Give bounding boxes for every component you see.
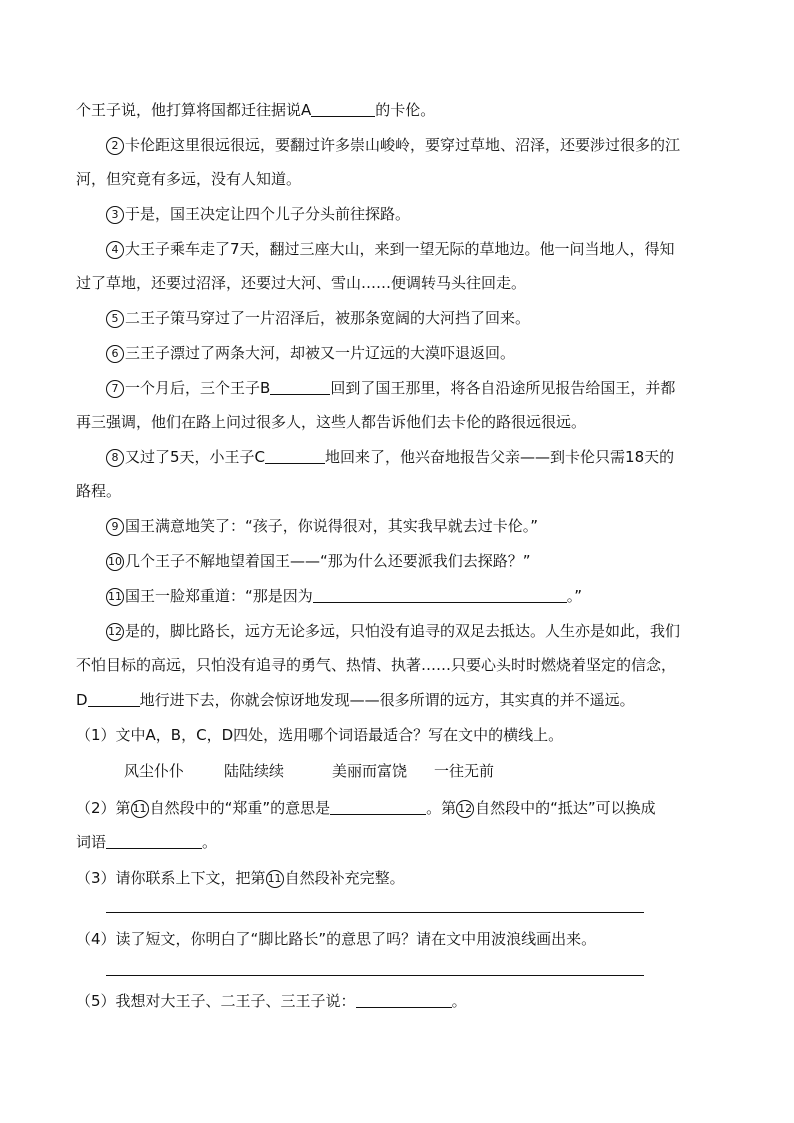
paragraph-number-4: 4: [106, 241, 124, 259]
paragraph-number-9: 9: [106, 518, 124, 536]
blank-c[interactable]: [265, 447, 325, 464]
paragraph-7-line-2: 再三强调，他们在路上问过很多人，这些人都告诉他们去卡伦的路很远很远。: [76, 413, 587, 431]
paragraph-number-3: 3: [106, 206, 124, 224]
blank-letter-b: B: [260, 379, 271, 397]
paragraph-7-line-1: 7 一个月后，三个王子B 回到了国王那里，将各自沿途所见报告给国王，并都: [106, 376, 756, 400]
word-option-2: 陆陆续续: [224, 762, 285, 780]
answer-blank-q2-meaning[interactable]: [330, 798, 426, 815]
paragraph-number-8: 8: [106, 449, 124, 467]
paragraph-3: 3 于是，国王决定让四个儿子分头前往探路。: [106, 202, 756, 226]
paragraph-6: 6 三王子漂过了两条大河，却被又一片辽远的大漠吓退返回。: [106, 341, 756, 365]
paragraph-5: 5 二王子策马穿过了一片沼泽后，被那条宽阔的大河挡了回来。: [106, 306, 756, 330]
paragraph-2-line-1: 2 卡伦距这里很远很远，要翻过许多崇山峻岭，要穿过草地、沼泽，还要涉过很多的江: [106, 133, 756, 157]
blank-paragraph-11[interactable]: [313, 586, 567, 603]
blank-letter-c: C: [254, 448, 266, 466]
blank-d[interactable]: [88, 690, 140, 707]
question-1: （1）文中A，B，C，D四处，选用哪个词语最适合？写在文中的横线上。: [76, 726, 564, 744]
paragraph-number-5: 5: [106, 310, 124, 328]
paragraph-number-2: 2: [106, 137, 124, 155]
paragraph-4-line-2: 过了草地，还要过沼泽，还要过大河、雪山……便调转马头往回走。: [76, 274, 527, 292]
word-option-1: 风尘仆仆: [124, 762, 185, 780]
question-2-line-2: 词语 。: [76, 833, 218, 851]
paragraph-9: 9 国王满意地笑了：“孩子，你说得很对，其实我早就去过卡伦。”: [106, 514, 756, 538]
paragraph-number-12: 12: [106, 623, 124, 641]
paragraph-ref-11: 11: [131, 800, 149, 818]
answer-blank-q2-synonym[interactable]: [106, 832, 202, 849]
paragraph-1: 个王子说，他打算将国都迁往据说A 的卡伦。: [76, 101, 436, 119]
answer-line-q4[interactable]: [106, 975, 644, 976]
paragraph-12-line-1: 12 是的，脚比路长，远方无论多远，只怕没有追寻的双足去抵达。人生亦是如此，我们: [108, 622, 681, 640]
paragraph-4-line-1: 4 大王子乘车走了7天，翻过三座大山，来到一望无际的草地边。他一问当地人，得知: [106, 237, 756, 261]
question-5: （5）我想对大王子、二王子、三王子说： 。: [76, 992, 467, 1010]
paragraph-10: 10 几个王子不解地望着国王——“那为什么还要派我们去探路？”: [108, 552, 531, 570]
paragraph-number-11: 11: [106, 588, 124, 606]
question-4: （4）读了短文，你明白了“脚比路长”的意思了吗？请在文中用波浪线画出来。: [76, 930, 597, 948]
paragraph-12-line-2: 不怕目标的高远，只怕没有追寻的勇气、热情、执著……只要心头时时燃烧着坚定的信念，: [76, 656, 677, 674]
paragraph-11: 11 国王一脸郑重道：“那是因为 。”: [108, 587, 583, 605]
paragraph-8-line-1: 8 又过了5天，小王子C 地回来了，他兴奋地报告父亲——到卡伦只需18天的: [106, 445, 756, 469]
paragraph-8-line-2: 路程。: [76, 482, 122, 500]
paragraph-2-line-2: 河，但究竟有多远，没有人知道。: [76, 170, 302, 188]
paragraph-number-6: 6: [106, 345, 124, 363]
question-3: （3）请你联系上下文，把第 11 自然段补充完整。: [76, 869, 405, 887]
paragraph-number-7: 7: [106, 380, 124, 398]
blank-b[interactable]: [270, 378, 330, 395]
blank-letter-a: A: [301, 101, 312, 119]
paragraph-ref-11: 11: [266, 870, 284, 888]
paragraph-ref-12: 12: [456, 800, 474, 818]
blank-a[interactable]: [311, 100, 375, 117]
answer-line-q3[interactable]: [106, 912, 644, 913]
paragraph-12-line-3: D 地行进下去，你就会惊讶地发现——很多所谓的远方，其实真的并不遥远。: [76, 691, 635, 709]
question-2-line-1: （2）第 11 自然段中的“郑重”的意思是 。第 12 自然段中的“抵达”可以换成: [76, 799, 656, 817]
blank-letter-d: D: [76, 691, 88, 709]
word-option-4: 一往无前: [434, 762, 495, 780]
answer-blank-q5[interactable]: [356, 991, 452, 1008]
word-option-3: 美丽而富饶: [332, 762, 408, 780]
paragraph-number-10: 10: [106, 553, 124, 571]
